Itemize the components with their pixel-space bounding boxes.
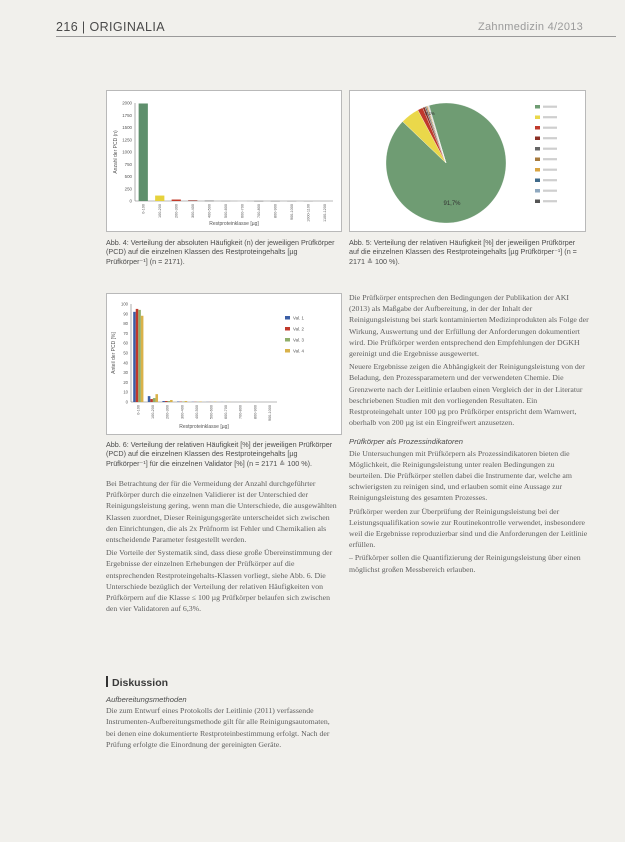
figure-4-panel	[106, 90, 342, 232]
x-tick-label: 400-500	[207, 204, 212, 218]
legend-swatch	[535, 200, 540, 204]
bar	[153, 398, 156, 402]
figure-4-caption: Abb. 4: Verteilung der absoluten Häufigkeit (n) der jeweiligen Prüfkörper (PCD) auf die einzelnen Klassen des Restproteingehalts [µg Prüfkörper⁻¹] (n = 2171).	[106, 238, 335, 266]
bar	[304, 201, 313, 202]
legend-label: Val. 1	[293, 315, 304, 321]
figure-4-chart	[107, 91, 341, 231]
x-tick-label: 1000-1100	[306, 204, 311, 222]
bar	[148, 396, 151, 402]
legend-swatch	[285, 327, 290, 331]
legend-swatch	[535, 147, 540, 151]
legend-label-placeholder	[543, 169, 557, 171]
y-tick-label: 0	[125, 399, 128, 405]
figure-5-chart	[350, 91, 585, 231]
y-tick-label: 30	[123, 370, 128, 376]
bar	[168, 401, 171, 402]
figure-6-chart	[107, 294, 341, 434]
right-paragraph-3: Die Untersuchungen mit Prüfkörpern als Prozessindikatoren bieten die Möglichkeit, die Reinigungsleistung unter realen Bedingungen zu beurteilen. Die Prüfkörper stellen dabei die Instrumente dar, welche am schwierigsten zu reinigen sind, und erlauben somit eine Aussage zur Reinigungsleistung des gesamten Prozesses.	[349, 448, 572, 503]
legend-label-placeholder	[543, 127, 557, 129]
discussion-paragraph: Die zum Entwurf eines Protokolls der Leitlinie (2011) verfassende Instrumenten-Aufbereitungsmethode gilt für alle Reinigungsautomaten, bei denen eine dokumentierte Restproteinbestimmung erfolgt. Nach der Prüfung erfolgte die Einordnung der gereinigten Geräte.	[106, 706, 330, 749]
bar	[165, 401, 168, 402]
left-paragraph-2: Die Vorteile der Systematik sind, dass diese große Übereinstimmung der Ergebnisse der einzelnen Erhebungen der Prüfkörper auf die entsprechenden Restproteingehalts-Klassen vorliegt, siehe Abb. 6. Die Unterschiede bezüglich der Verteilung der relativen Häufigkeiten von Prüfkörpern auf die Klasse ≤ 100 µg Prüfkörper belaufen sich zwischen den vier Validatoren auf 6,3%.	[106, 548, 333, 614]
legend-swatch	[285, 349, 290, 353]
legend-label-placeholder	[543, 190, 557, 192]
bar	[320, 201, 329, 202]
legend-swatch	[535, 168, 540, 172]
x-tick-label: 800-900	[253, 405, 258, 419]
x-tick-label: 0-100	[141, 204, 146, 214]
legend-swatch	[535, 158, 540, 162]
y-tick-label: 40	[123, 360, 128, 366]
bar	[155, 394, 158, 402]
x-tick-label: 700-800	[256, 204, 261, 218]
x-tick-label: 900-1000	[289, 204, 294, 221]
x-tick-label: 100-200	[157, 204, 162, 218]
legend-label-placeholder	[543, 148, 557, 150]
x-tick-label: 800-900	[273, 204, 278, 218]
section-title-discussion	[106, 676, 168, 689]
bar	[150, 399, 153, 402]
x-tick-label: 300-400	[180, 405, 185, 419]
bar	[185, 401, 188, 402]
right-paragraph-2: Neuere Ergebnisse zeigen die Abhängigkeit der Reinigungsleistung von der Beladung, den Prozessparametern und der verwendeten Chemie. Die Grenzwerte nach der Leitlinie erlauben einen Vergleich der in der Literatur beschriebenen Studien mit den vorliegenden Resultaten. Ein Restproteingehalt unter 100 µg pro Prüfkörper entspricht dem Warnwert, oberhalb von 200 µg ist ein Eingreifwert anzusetzen.	[349, 362, 585, 428]
bar	[170, 400, 173, 402]
x-tick-label: 600-700	[240, 204, 245, 218]
legend-label: Val. 2	[293, 326, 304, 332]
page-header	[0, 0, 625, 44]
right-paragraph-1: Die Prüfkörper entsprechen den Bedingungen der Publikation der AKI (2013) als Maßgabe der Aufbereitung, in der der Inhalt der Reinigungsleistung bei stark kontaminierten Medizinprodukten als Folge der Wirkung, Auswertung und der Erfüllung der Anforderungen dokumentiert wird. Die Prüfkörper werden entsprechend den Empfehlungen der DGKH gereinigt und die Ergebnisse ausgewertet.	[349, 293, 589, 359]
section-marker	[106, 676, 108, 687]
bar	[254, 201, 263, 202]
bar	[162, 401, 165, 402]
bar	[221, 201, 230, 202]
legend-label: Val. 3	[293, 337, 304, 343]
right-paragraph-4: Prüfkörper werden zur Überprüfung der Reinigungsleistung bei der Leistungsqualifikation sowie zur Routinekontrolle verwendet, insbesondere weil die Ergebnisse reproduzierbar sind und die Anforderungen der Leitlinie erfüllen.	[349, 506, 588, 550]
y-tick-label: 1750	[122, 112, 132, 118]
bar	[238, 201, 247, 202]
y-axis-label: Anteil der PCD [%]	[111, 332, 117, 374]
right-subhead: Prüfkörper als Prozessindikatoren	[349, 437, 463, 447]
pie-slice-label: 5,1%	[425, 111, 435, 116]
y-tick-label: 20	[123, 379, 128, 385]
figure-6-caption: Abb. 6: Verteilung der relativen Häufigkeit [%] der jeweiligen Prüfkörper (PCD) auf die einzelnen Klassen des Restproteingehalts [µg Prüfkörper⁻¹] für die einzelnen Validator [%] (n = 2171 ≙ 100 %).	[106, 440, 333, 468]
x-tick-label: 900-1000	[267, 405, 272, 422]
x-tick-label: 500-600	[223, 204, 228, 218]
x-tick-label: 200-300	[165, 405, 170, 419]
bar	[141, 316, 144, 402]
x-tick-label: 0-100	[136, 405, 141, 415]
bar	[138, 310, 141, 402]
x-tick-label: 500-600	[209, 405, 214, 419]
x-tick-label: 1100-1200	[322, 204, 327, 222]
legend-swatch	[535, 126, 540, 130]
bar	[139, 103, 148, 201]
discussion-text	[106, 694, 340, 750]
y-tick-label: 2000	[122, 100, 132, 106]
legend-label-placeholder	[543, 106, 557, 108]
y-tick-label: 1500	[122, 125, 132, 130]
legend-swatch	[535, 189, 540, 193]
bar	[133, 312, 136, 402]
bar	[136, 309, 139, 402]
legend-label-placeholder	[543, 158, 557, 160]
legend-label-placeholder	[543, 200, 557, 202]
y-tick-label: 0	[129, 198, 132, 204]
y-axis-label: Anzahl der PCD (n)	[113, 130, 119, 174]
y-tick-label: 60	[123, 340, 128, 346]
header-divider	[56, 36, 616, 37]
y-tick-label: 1250	[122, 137, 132, 143]
bar	[205, 201, 214, 202]
x-tick-label: 600-700	[224, 405, 229, 419]
legend-swatch	[535, 179, 540, 183]
legend-swatch	[285, 316, 290, 320]
y-tick-label: 1000	[122, 149, 132, 155]
bar	[172, 200, 181, 201]
x-axis-label: Restproteinklasse [µg]	[209, 221, 259, 227]
section-title-text: Diskussion	[112, 677, 169, 689]
left-paragraph-1: Bei Betrachtung der für die Vermeidung der Anzahl durchgeführter Prüfkörper durch die einzelnen Validierer ist der Unterschied der Reinigungsleistung gering, wenn man die Unterschiede, die ausgewählten Klassen zuordnet, Dieser Reinigungsgeräte unterscheidet sich zwischen den Einrichtungen, die als 2x Prüfnorm ist Fehler und Chemikalien als entscheidende Parameter festgestellt werden.	[106, 479, 337, 545]
y-tick-label: 100	[121, 301, 128, 307]
y-tick-label: 50	[123, 350, 128, 356]
y-tick-label: 250	[124, 186, 132, 192]
legend-label-placeholder	[543, 179, 557, 181]
legend-label-placeholder	[543, 137, 557, 139]
x-tick-label: 100-200	[151, 405, 156, 419]
right-column-text	[349, 292, 589, 575]
legend-label: Val. 4	[293, 348, 304, 354]
figure-5-caption: Abb. 5: Verteilung der relativen Häufigkeit [%] der jeweiligen Prüfkörper auf die einzelnen Klassen des Restproteingehalts [µg Prüfkörper⁻¹] (n = 2171 ≙ 100 %).	[349, 238, 577, 266]
figure-6-panel	[106, 293, 342, 435]
page-number-section: 216 | ORIGINALIA	[56, 20, 165, 34]
journal-issue: Zahnmedizin 4/2013	[478, 21, 584, 33]
discussion-subhead: Aufbereitungsmethoden	[106, 695, 187, 704]
legend-label-placeholder	[543, 116, 557, 118]
x-tick-label: 400-500	[194, 405, 199, 419]
legend-swatch	[285, 338, 290, 342]
x-axis-label: Restproteinklasse [µg]	[179, 424, 229, 430]
y-tick-label: 750	[124, 161, 132, 167]
bar	[188, 200, 197, 201]
x-tick-label: 200-300	[174, 204, 179, 218]
legend-swatch	[535, 137, 540, 141]
pie-main-label: 91,7%	[443, 201, 461, 207]
y-tick-label: 500	[124, 174, 132, 179]
right-paragraph-5: – Prüfkörper sollen die Quantifizierung der Reinigungsleistung über einen möglichst großen Messbereich erlauben.	[349, 553, 581, 574]
y-tick-label: 70	[123, 330, 128, 336]
figure-5-panel	[349, 90, 586, 232]
bar	[271, 201, 280, 202]
bar	[287, 201, 296, 202]
legend-swatch	[535, 116, 540, 120]
left-column-text	[106, 478, 340, 614]
y-tick-label: 90	[123, 311, 128, 317]
x-tick-label: 300-400	[190, 204, 195, 218]
y-tick-label: 80	[123, 321, 128, 327]
x-tick-label: 700-800	[238, 405, 243, 419]
y-tick-label: 10	[123, 389, 128, 395]
legend-swatch	[535, 105, 540, 109]
bar	[155, 196, 164, 201]
